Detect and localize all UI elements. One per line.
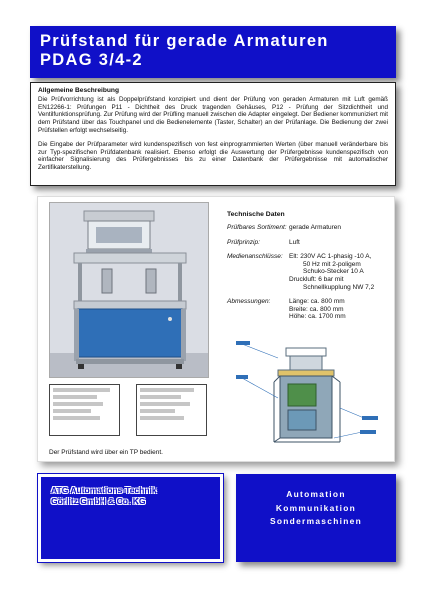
- spec-value: Länge: ca. 800 mm: [289, 298, 345, 306]
- slogan-box: [236, 474, 396, 562]
- description-paragraph-2: Die Eingabe der Prüfparameter wird kundenspezifisch von fest einprogrammierten Werten (über manuell veränderbare bis zur Typ-spezifischen Prüfdatenbank realisiert. Ebenso erfolgt die Auswertung der Prüfergebnisse kundenspezifisch von einfacher Signalisierung des Prüfergebnisses bis zu einer Datenbank der Prüfergebnisse mit automatischer Zertifikaterstellung.: [38, 140, 388, 172]
- spec-row-media: [227, 253, 395, 291]
- spec-row-principle: [227, 239, 395, 247]
- screen-text-line: [53, 402, 103, 406]
- spec-value: Schnellkupplung NW 7,2: [303, 283, 375, 291]
- description-heading: Allgemeine Beschreibung: [38, 87, 119, 94]
- spec-value: Druckluft: 6 bar mit: [289, 275, 344, 283]
- touchpanel-screen-1: [49, 384, 120, 436]
- spec-value: Elt: 230V AC 1-phasig -10 A,: [289, 253, 372, 261]
- spec-label: Abmessungen:: [227, 298, 271, 306]
- spec-value: Breite: ca. 800 mm: [289, 305, 344, 313]
- photo-caption: Der Prüfstand wird über ein TP bedient.: [49, 449, 163, 456]
- description-paragraph-1: Die Prüfvorrichtung ist als Doppelprüfstand konzipiert und dient der Prüfung von geraden Armaturen mit Luft gemäß EN12266-1: Prüfungen P11 - Dichtheit des Druck tragenden Gehäuses, P12 - Prüfung der Sitzdichtheit und Ventilfunktionsprüfung. Zur Prüfung wird der Prüfling manuell zwischen die Adapter eingelegt. Der Bediener kommuniziert mit dem Prüfstand über das Touchpanel und die Bedienelemente (Taster, Schalter) an der Prüfanlage. Die Bedienung der zwei Prüfstellen erfolgt wechselseitig.: [38, 95, 388, 134]
- screen-text-line: [140, 409, 175, 413]
- screen-text-line: [53, 395, 97, 399]
- screen-text-line: [53, 416, 100, 420]
- company-name-box: [38, 474, 223, 562]
- touchpanel-screen-2: [136, 384, 207, 436]
- spec-value: Luft: [289, 238, 300, 246]
- general-description: [30, 82, 396, 186]
- spec-value: gerade Armaturen: [289, 224, 342, 231]
- spec-value: 50 Hz mit 2-poligem: [303, 260, 361, 268]
- slogan-automation: Automation: [286, 489, 346, 499]
- spec-row-dimensions: [227, 298, 395, 321]
- test-stand-photo: [49, 202, 209, 378]
- spec-value: Höhe: ca. 1700 mm: [289, 313, 346, 321]
- screen-text-line: [140, 416, 184, 420]
- slogan-kommunikation: Kommunikation: [275, 502, 357, 513]
- spec-label: Prüfprinzip:: [227, 238, 260, 246]
- test-stand-technical-drawing: [234, 338, 384, 448]
- screen-text-line: [140, 395, 181, 399]
- model-designation: PDAG 3/4-2: [40, 51, 143, 69]
- screen-text-line: [53, 388, 110, 392]
- technical-data-title: Technische Daten: [227, 211, 285, 218]
- spec-label: Medienanschlüsse:: [227, 253, 283, 261]
- spec-label: Prüfbares Sortiment:: [227, 224, 287, 231]
- screen-text-line: [140, 402, 190, 406]
- slogan-sondermaschinen: Sondermaschinen: [269, 516, 363, 526]
- page-title: Prüfstand für gerade Armaturen: [40, 32, 329, 50]
- spec-value: Schuko-Stecker 10 A: [303, 268, 364, 276]
- screen-text-line: [140, 388, 194, 392]
- spec-row-assortment: [227, 224, 395, 232]
- technical-data: [227, 211, 395, 328]
- title-banner: [30, 26, 396, 78]
- company-name-line-1: ATG Automations-Technik: [51, 485, 157, 495]
- screen-text-line: [53, 409, 91, 413]
- company-name-line-2: Görlitz GmbH & Co. KG: [51, 495, 146, 506]
